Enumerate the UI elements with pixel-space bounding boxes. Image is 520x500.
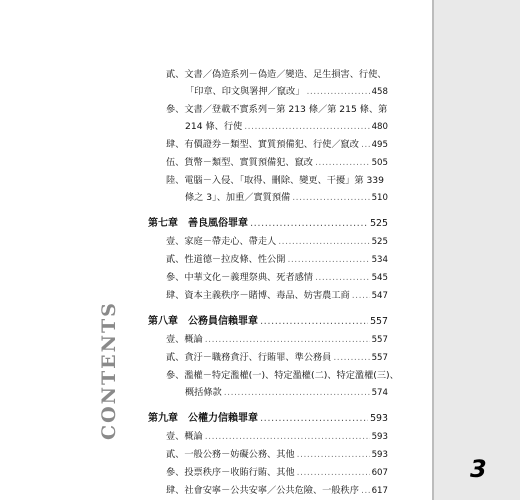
- toc-entry-line: [166, 464, 388, 482]
- dot-leader: [205, 331, 370, 348]
- dot-leader: [244, 118, 369, 135]
- toc-entry-line: [166, 384, 388, 402]
- toc-entry: [148, 428, 388, 446]
- entry-page: 458: [371, 87, 388, 97]
- dot-leader: [292, 189, 369, 206]
- entry-title: 陸、電腦－入侵、「取得、刪除、變更、干擾」第 339: [166, 175, 384, 186]
- entry-title: 貳、性道德－拉皮條、性公開: [166, 254, 286, 265]
- dot-leader: [260, 313, 368, 331]
- toc-entry-line: [166, 446, 388, 464]
- toc-entry-line: [166, 101, 388, 118]
- toc-entry: [148, 154, 388, 172]
- toc-entry-line: [166, 233, 388, 251]
- chapter-label: 第九章: [148, 413, 178, 424]
- toc-entry-line: [166, 66, 388, 83]
- entry-title: 參、投票秩序－收賄行賄、其他: [166, 467, 295, 478]
- toc-chapter: [148, 313, 388, 331]
- entry-page: 557: [371, 353, 388, 363]
- chapter-page: 557: [370, 316, 388, 327]
- toc-entry: [148, 269, 388, 287]
- entry-page: 574: [371, 388, 388, 398]
- chapter-label: 第七章: [148, 218, 178, 229]
- toc-entry: [148, 251, 388, 269]
- toc-entry-line: [166, 189, 388, 207]
- entry-title: 參、濫權－特定濫權(一)、特定濫權(二)、特定濫權(三)、: [166, 370, 399, 381]
- entry-page: 480: [371, 122, 388, 132]
- entry-title: 貳、文書／偽造系列－偽造／變造、足生損害、行使、: [166, 69, 387, 80]
- dot-leader: [315, 269, 370, 286]
- chapter-page: 593: [370, 413, 388, 424]
- toc-chapter-row: [148, 215, 388, 233]
- table-of-contents: [148, 66, 399, 500]
- dot-leader: [224, 384, 370, 401]
- entry-title: 壹、概論: [166, 334, 203, 345]
- entry-title: 條之 3」、加重／實質預備: [185, 192, 291, 203]
- entry-page: 617: [371, 486, 388, 496]
- toc-chapter-row: [148, 410, 388, 428]
- entry-title: 肆、有價證券－類型、實質預備犯、行使／竄改: [166, 139, 359, 150]
- toc-chapter: [148, 215, 388, 233]
- dot-leader: [306, 83, 369, 100]
- toc-entry-line: [166, 251, 388, 269]
- toc-entry-line: [166, 154, 388, 172]
- entry-title: 貳、一般公務－妨礙公務、其他: [166, 449, 295, 460]
- dot-leader: [287, 251, 369, 268]
- toc-chapter-row: [148, 313, 388, 331]
- dot-leader: [278, 233, 369, 250]
- chapter-title: 善良風俗罪章: [188, 218, 248, 229]
- entry-title: 參、文書／登載不實系列－第 213 條／第 215 條、第: [166, 104, 388, 115]
- dot-leader: [361, 136, 370, 153]
- toc-entry-line: [166, 331, 388, 349]
- entry-title: 參、中華文化－義理祭典、死者感情: [166, 272, 313, 283]
- entry-page: 495: [371, 140, 388, 150]
- page-edge-bar: [434, 0, 520, 500]
- dot-leader: [297, 446, 370, 463]
- entry-page: 510: [371, 193, 388, 203]
- chapter-title: 公務員信賴罪章: [188, 316, 258, 327]
- toc-entry: [148, 101, 388, 136]
- dot-leader: [361, 482, 370, 499]
- entry-page: 545: [371, 273, 388, 283]
- dot-leader: [205, 428, 370, 445]
- entry-title: 肆、社會安寧－公共安寧／公共危險、一般秩序: [166, 485, 359, 496]
- toc-entry-line: [166, 172, 388, 189]
- toc-entry: [148, 172, 388, 207]
- entry-page: 505: [371, 158, 388, 168]
- page-number: 3: [470, 455, 487, 483]
- toc-entry: [148, 446, 388, 464]
- entry-page: 557: [371, 335, 388, 345]
- toc-entry: [148, 349, 388, 367]
- entry-title: 概括條款: [185, 387, 222, 398]
- dot-leader: [297, 464, 370, 481]
- dot-leader: [315, 154, 370, 171]
- toc-entry: [148, 482, 388, 500]
- dot-leader: [352, 287, 370, 304]
- dot-leader: [250, 215, 368, 233]
- entry-title: 「印章、印文與署押／竄改」: [185, 86, 305, 97]
- entry-page: 547: [371, 291, 388, 301]
- entry-title: 壹、概論: [166, 431, 203, 442]
- entry-title: 伍、貨幣－類型、實質預備犯、竄改: [166, 157, 313, 168]
- toc-entry: [148, 136, 388, 154]
- toc-entry: [148, 464, 388, 482]
- entry-page: 607: [371, 468, 388, 478]
- toc-entry: [148, 287, 388, 305]
- toc-entry-line: [166, 367, 399, 384]
- toc-entry-line: [166, 83, 388, 101]
- toc-entry: [148, 233, 388, 251]
- toc-entry: [148, 367, 399, 402]
- chapter-label: 第八章: [148, 316, 178, 327]
- chapter-title: 公權力信賴罪章: [188, 413, 258, 424]
- toc-chapter: [148, 410, 388, 428]
- toc-entry-line: [166, 428, 388, 446]
- dot-leader: [260, 410, 368, 428]
- toc-entry-line: [166, 136, 388, 154]
- entry-title: 壹、家庭－帶走心、帶走人: [166, 236, 277, 247]
- entry-page: 525: [371, 237, 388, 247]
- toc-entry-line: [166, 287, 388, 305]
- toc-entry-line: [166, 482, 388, 500]
- entry-page: 534: [371, 255, 388, 265]
- toc-entry-line: [166, 349, 388, 367]
- toc-entry-line: [166, 118, 388, 136]
- toc-entry: [148, 66, 388, 101]
- entry-page: 593: [371, 432, 388, 442]
- entry-title: 貳、貪汙－職務貪汙、行賄罪、準公務員: [166, 352, 332, 363]
- toc-entry-line: [166, 269, 388, 287]
- contents-side-label: CONTENTS: [98, 301, 120, 440]
- entry-page: 593: [371, 450, 388, 460]
- dot-leader: [333, 349, 369, 366]
- toc-entry: [148, 331, 388, 349]
- chapter-page: 525: [370, 218, 388, 229]
- entry-title: 214 條、行使: [185, 121, 243, 132]
- entry-title: 肆、資本主義秩序－賭博、毒品、妨害農工商: [166, 290, 350, 301]
